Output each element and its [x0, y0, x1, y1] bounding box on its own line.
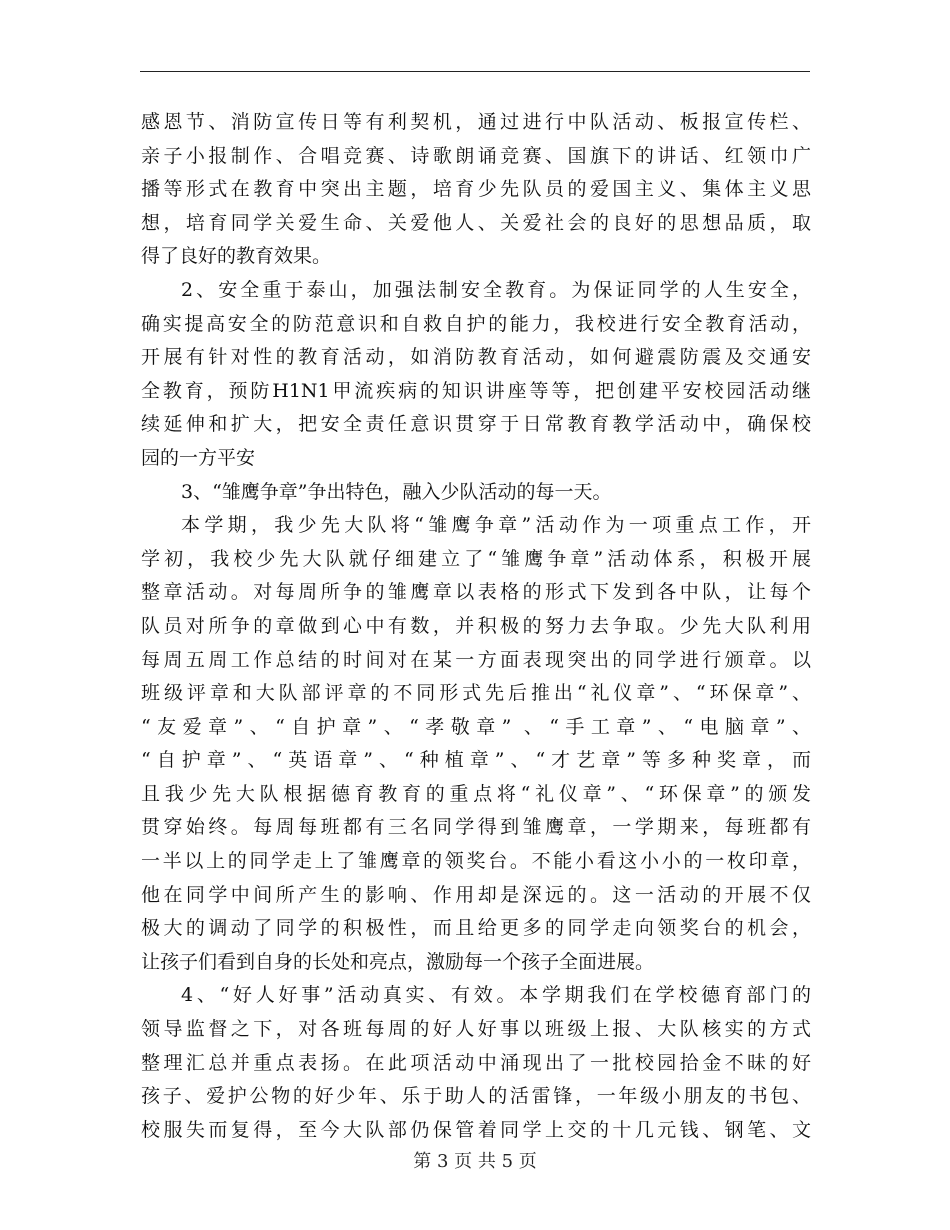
text-line: “友爱章”、“自护章”、“孝敬章” 、“手工章”、“电脑章”、	[141, 715, 811, 738]
paragraph-2-first-line: 2、安全重于泰山，加强法制安全教育。为保证同学的人生安全，	[181, 278, 811, 301]
text-line: 感恩节、消防宣传日等有利契机，通过进行中队活动、板报宣传栏、	[141, 111, 811, 133]
text-line: 学初，我校少先大队就仔细建立了“雏鹰争章”活动体系，积极开展	[141, 547, 811, 570]
text-line: 续延伸和扩大，把安全责任意识贯穿于日常教育教学活动中，确保校	[141, 413, 811, 436]
text-line: 队员对所争的章做到心中有数，并积极的努力去争取。少先大队利用	[141, 614, 811, 637]
text-line: 开展有针对性的教育活动，如消防教育活动，如何避震防震及交通安	[141, 346, 811, 369]
text-line: 极大的调动了同学的积极性，而且给更多的同学走向领奖台的机会，	[141, 917, 811, 940]
text-line: 班级评章和大队部评章的不同形式先后推出“礼仪章”、“环保章”、	[141, 682, 811, 705]
text-line: 孩子、爱护公物的好少年、乐于助人的活雷锋，一年级小朋友的书包、	[141, 1085, 811, 1108]
text-line: 一半以上的同学走上了雏鹰章的领奖台。不能小看这小小的一枚印章，	[141, 850, 811, 873]
text-line: 确实提高安全的防范意识和自救自护的能力，我校进行安全教育活动，	[141, 312, 811, 335]
text-line: 想，培育同学关爱生命、关爱他人、关爱社会的良好的思想品质，取	[141, 211, 811, 234]
body-text	[141, 106, 811, 1147]
text-line: 播等形式在教育中突出主题，培育少先队员的爱国主义、集体主义思	[141, 178, 811, 201]
text-line: 他在同学中间所产生的影响、作用却是深远的。这一活动的开展不仅	[141, 883, 811, 906]
text-line: 整理汇总并重点表扬。在此项活动中涌现出了一批校园拾金不昧的好	[141, 1051, 811, 1074]
text-line: 亲子小报制作、合唱竞赛、诗歌朗诵竞赛、国旗下的讲话、红领巾广	[141, 144, 811, 167]
header-rule	[140, 71, 810, 72]
text-line: 贯穿始终。每周每班都有三名同学得到雏鹰章，一学期来，每班都有	[141, 816, 811, 839]
text-line: “自护章”、“英语章”、“种植章”、“才艺章”等多种奖章，而	[141, 749, 811, 772]
text-line: 整章活动。对每周所争的雏鹰章以表格的形式下发到各中队，让每个	[141, 581, 811, 604]
text-line: 让孩子们看到自身的长处和亮点，激励每一个孩子全面进展。	[141, 950, 655, 973]
text-line: 全教育，预防H1N1甲流疾病的知识讲座等等，把创建平安校园活动继	[141, 379, 811, 402]
paragraph-4-first-line: 本学期，我少先大队将“雏鹰争章”活动作为一项重点工作，开	[181, 514, 811, 537]
page-number-footer: 第 3 页 共 5 页	[413, 1151, 537, 1172]
paragraph-3-heading: 3、“雏鹰争章”争出特色，融入少队活动的每一天。	[181, 480, 612, 503]
text-line: 校服失而复得，至今大队部仍保管着同学上交的十几元钱、钢笔、文	[141, 1118, 811, 1141]
text-line: 且我少先大队根据德育教育的重点将“礼仪章”、“环保章”的颁发	[141, 782, 811, 805]
text-line: 领导监督之下，对各班每周的好人好事以班级上报、大队核实的方式	[141, 1018, 811, 1041]
text-line: 每周五周工作总结的时间对在某一方面表现突出的同学进行颁章。以	[141, 648, 811, 671]
text-line: 得了良好的教育效果。	[141, 245, 332, 268]
text-line: 园的一方平安	[141, 446, 256, 469]
paragraph-5-first-line: 4、“好人好事”活动真实、有效。本学期我们在学校德育部门的	[181, 984, 811, 1007]
